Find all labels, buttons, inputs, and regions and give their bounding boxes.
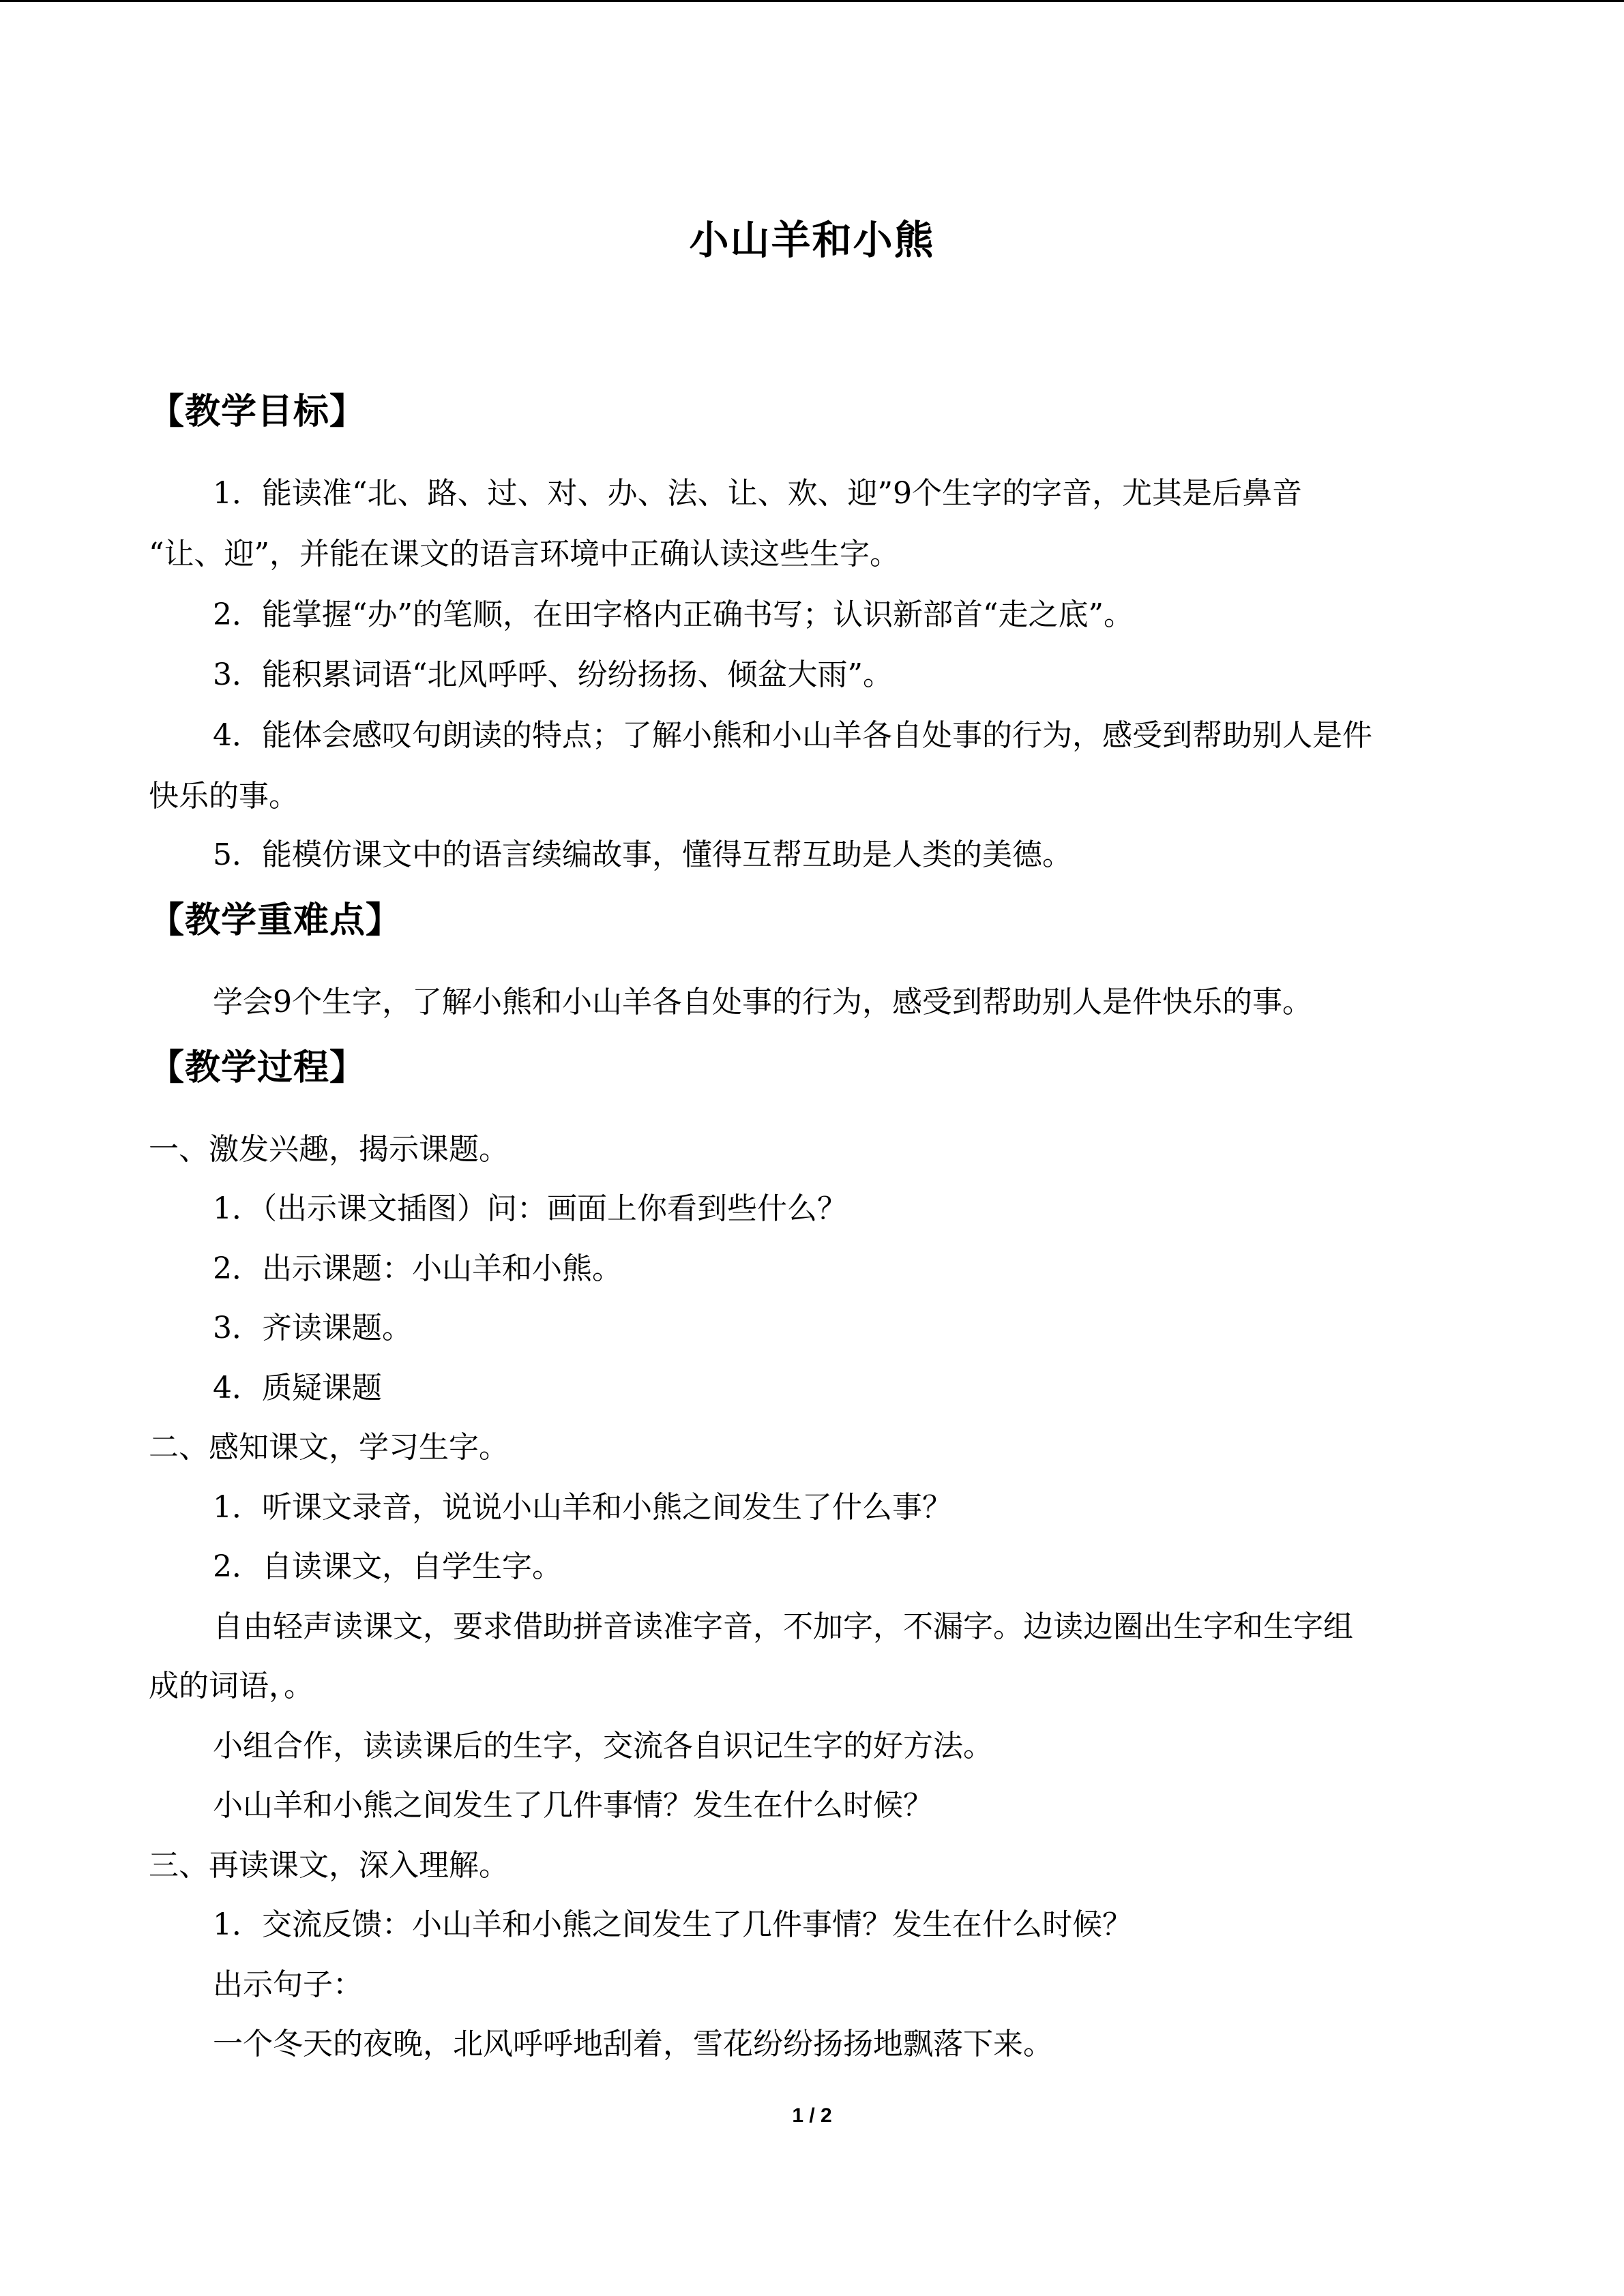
top-border-line [0,0,1624,2]
process-line: 成的词语，。 [149,1669,314,1703]
section-heading-objectives: 【教学目标】 [149,391,366,432]
process-line: 一个冬天的夜晚，北风呼呼地刮着，雪花纷纷扬扬地飘落下来。 [213,2027,1053,2061]
process-line: 三、再读课文，深入理解。 [149,1848,509,1883]
process-line: 二、感知课文，学习生字。 [149,1430,509,1465]
process-line: 1．（出示课文插图）问：画面上你看到些什么？ [213,1191,847,1226]
process-line: 4．质疑课题 [213,1371,382,1405]
objective-line: 5．能模仿课文中的语言续编故事，懂得互帮互助是人类的美德。 [213,837,1072,872]
process-line: 1．听课文录音，说说小山羊和小熊之间发生了什么事？ [213,1490,952,1525]
process-line: 自由轻声读课文，要求借助拼音读准字音，不加字，不漏字。边读边圈出生字和生字组 [213,1609,1353,1644]
objective-line: 快乐的事。 [149,779,299,814]
section-heading-process: 【教学过程】 [149,1047,366,1088]
objective-line: 4．能体会感叹句朗读的特点；了解小熊和小山羊各自处事的行为，感受到帮助别人是件 [213,718,1372,753]
process-line: 1．交流反馈：小山羊和小熊之间发生了几件事情？发生在什么时候？ [213,1907,1132,1942]
process-line: 3．齐读课题。 [213,1311,412,1345]
objective-line: 1．能读准“北、路、过、对、办、法、让、欢、迎”9个生字的字音，尤其是后鼻音 [213,476,1302,511]
process-line: 2．自读课文，自学生字。 [213,1549,562,1584]
process-line: 一、激发兴趣，揭示课题。 [149,1132,509,1167]
process-line: 2．出示课题：小山羊和小熊。 [213,1251,622,1286]
document-title: 小山羊和小熊 [689,217,935,263]
section-heading-key-points: 【教学重难点】 [149,900,402,941]
objective-line: 2．能掌握“办”的笔顺，在田字格内正确书写；认识新部首“走之底”。 [213,597,1134,632]
page-number: 1 / 2 [792,2104,832,2127]
objective-line: “让、迎”，并能在课文的语言环境中正确认读这些生字。 [149,537,900,571]
process-line: 小组合作，读读课后的生字，交流各自识记生字的好方法。 [213,1729,993,1763]
process-line: 出示句子： [213,1967,363,2002]
key-point-line: 学会9个生字，了解小熊和小山羊各自处事的行为，感受到帮助别人是件快乐的事。 [213,985,1312,1019]
objective-line: 3．能积累词语“北风呼呼、纷纷扬扬、倾盆大雨”。 [213,657,893,692]
process-line: 小山羊和小熊之间发生了几件事情？发生在什么时候？ [213,1788,933,1823]
